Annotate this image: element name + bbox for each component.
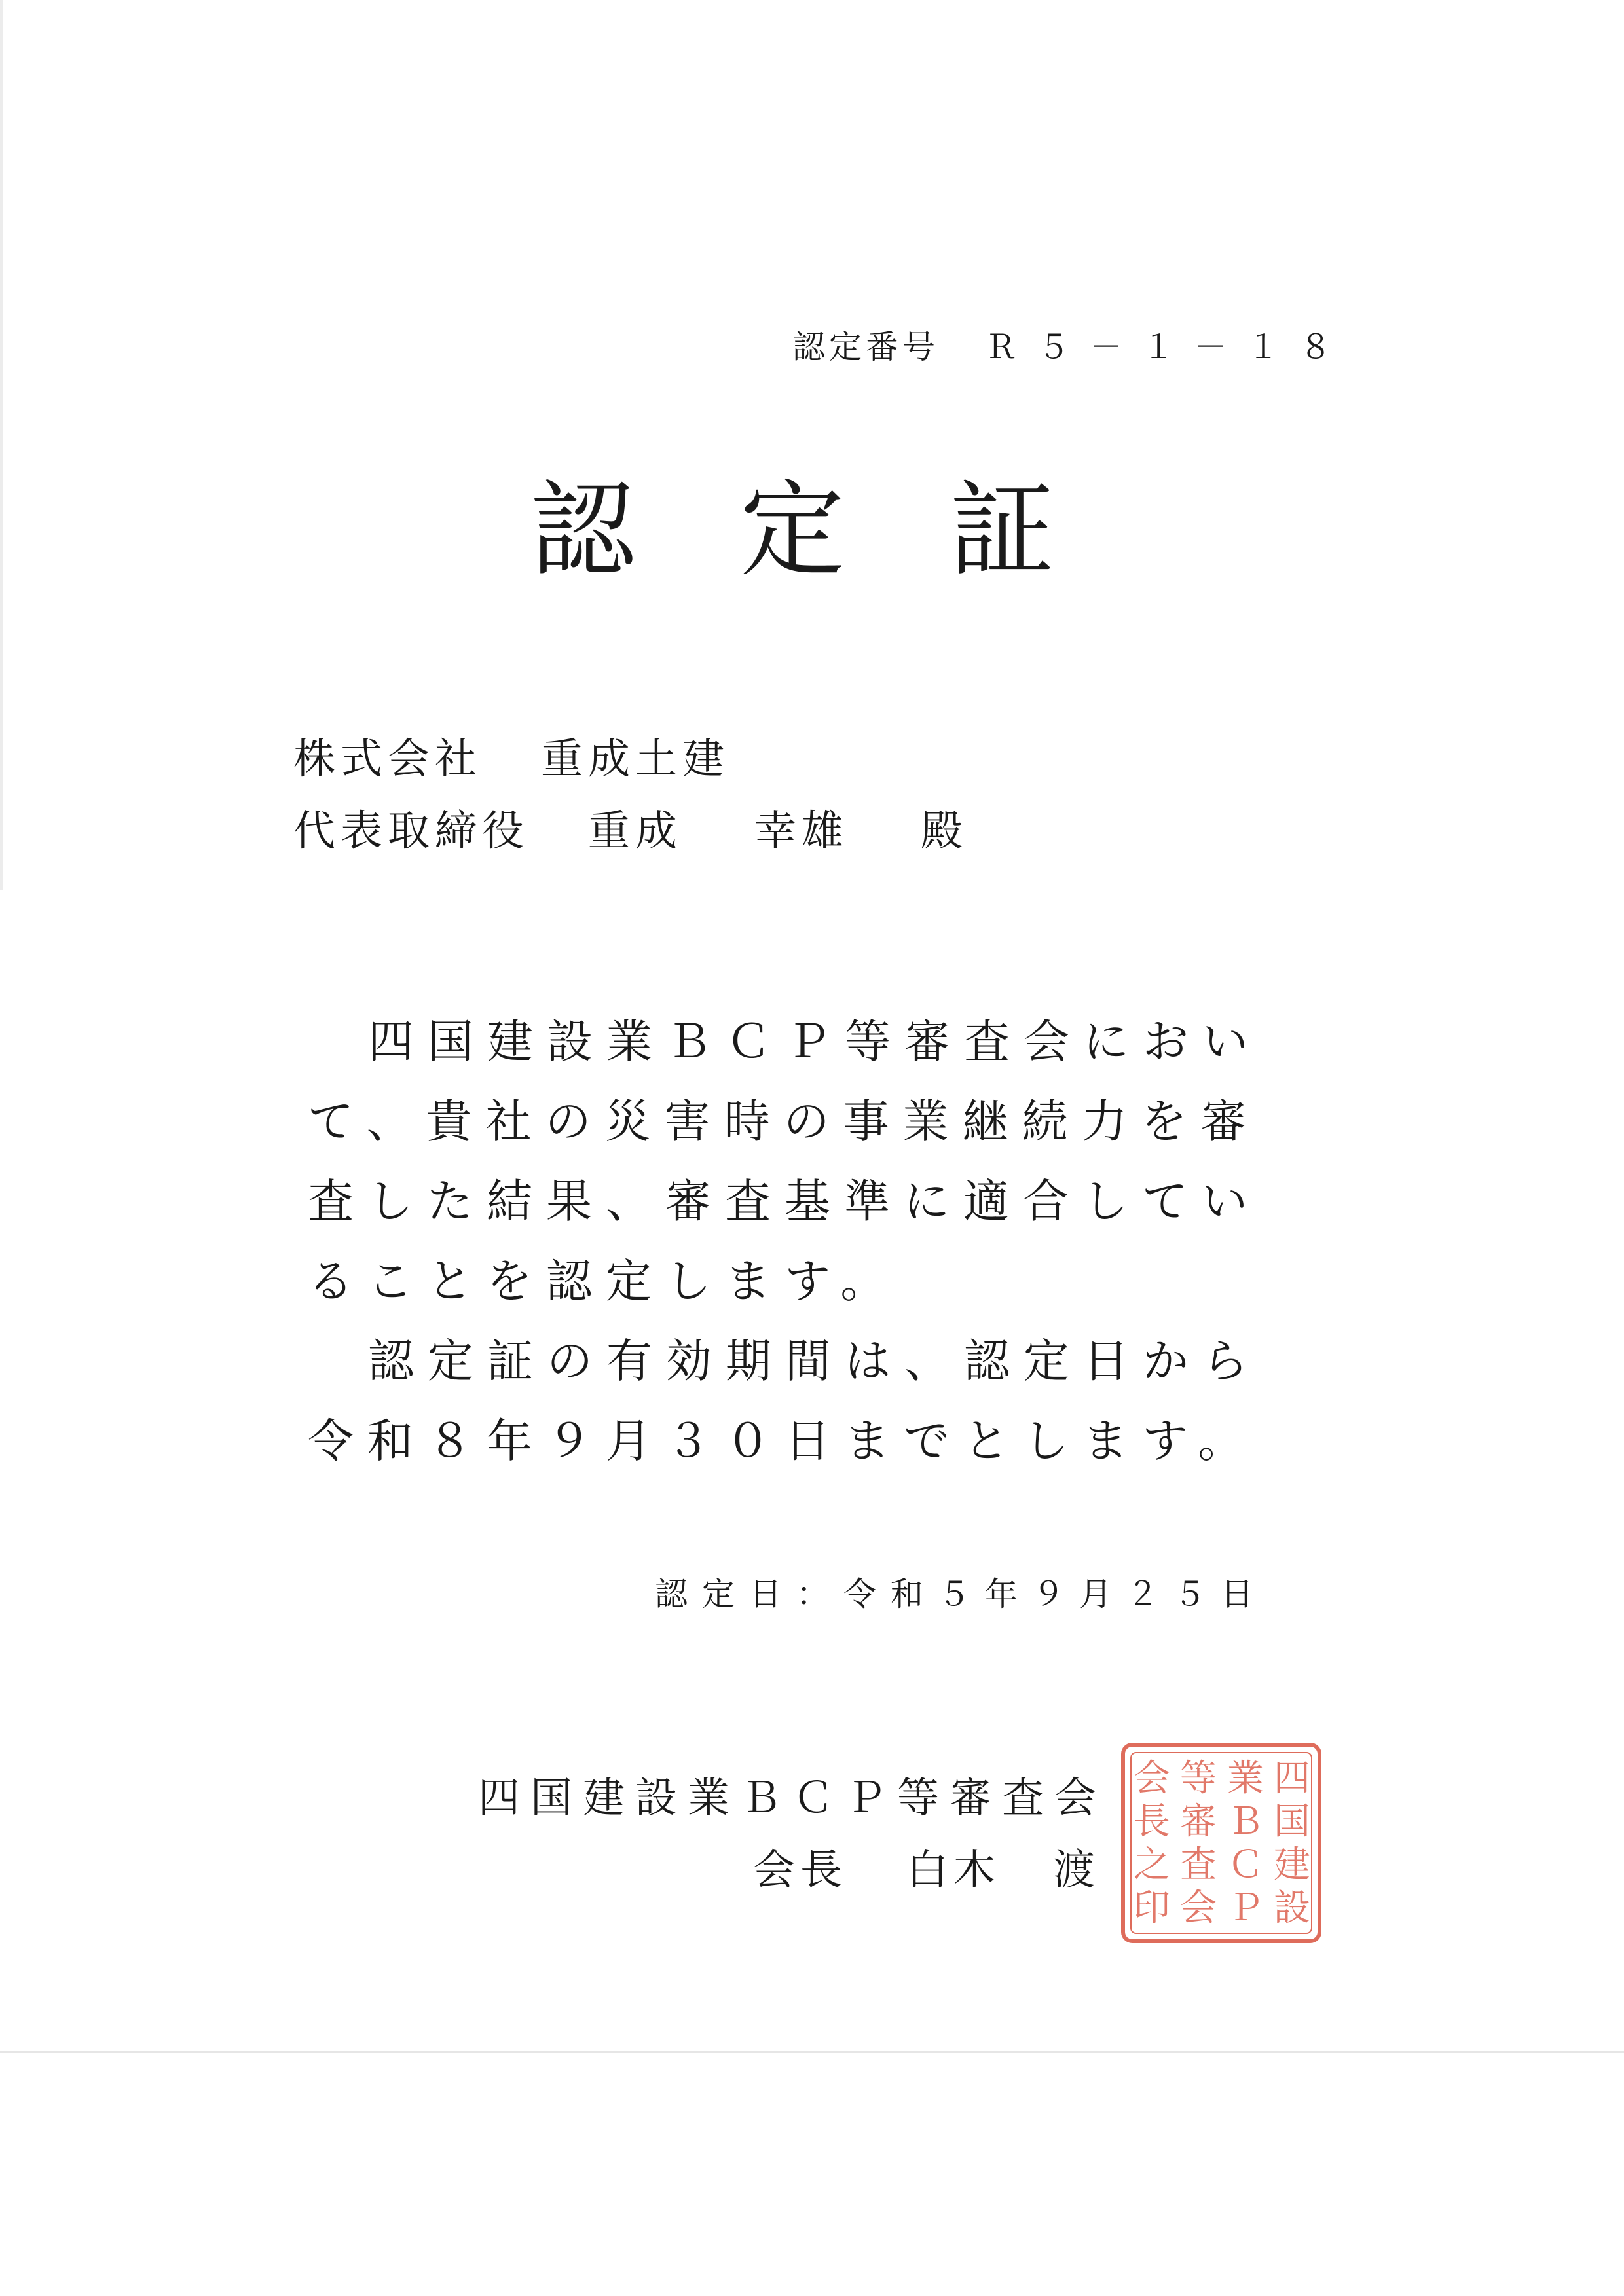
svg-text:審: 審 [1180, 1800, 1217, 1843]
person-position: 代表取締役 [293, 807, 529, 856]
svg-text:国: 国 [1274, 1800, 1310, 1843]
svg-text:Ｃ: Ｃ [1227, 1844, 1264, 1886]
issuer-title: 会長 [753, 1846, 847, 1895]
svg-text:会: 会 [1180, 1887, 1217, 1929]
svg-text:四: 四 [1274, 1757, 1310, 1800]
scan-fold-line [0, 2051, 1624, 2053]
certification-date [655, 1568, 1268, 1615]
issuer-organization: 四国建設業ＢＣＰ等審査会 [478, 1774, 1107, 1823]
addressee-company-line [293, 723, 968, 795]
certification-date-label: 認定日： [655, 1575, 843, 1613]
issuer-surname: 白木 [906, 1846, 1001, 1895]
company-name: 重成土建 [541, 735, 729, 784]
svg-text:会: 会 [1134, 1757, 1170, 1800]
issuer-name-line [753, 1836, 1100, 1897]
person-surname: 重成 [588, 807, 682, 856]
addressee-person-line [293, 795, 968, 867]
certificate-number-label: 認定番号 [792, 328, 939, 366]
certificate-body [308, 1002, 1316, 1481]
scan-edge-mark [0, 0, 3, 890]
svg-text:Ｐ: Ｐ [1227, 1887, 1264, 1929]
svg-text:業: 業 [1227, 1757, 1264, 1800]
honorific: 殿 [921, 807, 968, 856]
svg-text:長: 長 [1134, 1800, 1170, 1843]
svg-text:之: 之 [1134, 1844, 1170, 1886]
issuer-given-name: 渡 [1053, 1846, 1100, 1895]
svg-text:印: 印 [1134, 1887, 1170, 1929]
company-type: 株式会社 [293, 735, 482, 784]
official-seal-stamp [1116, 1738, 1326, 1948]
person-given-name: 幸雄 [754, 807, 849, 856]
certificate-number [792, 321, 1352, 368]
svg-text:等: 等 [1180, 1757, 1217, 1800]
svg-text:Ｂ: Ｂ [1227, 1800, 1264, 1843]
body-paragraph-1: 四国建設業ＢＣＰ等審査会において、貴社の災害時の事業継続力を審査した結果、審査基準に適合していることを認定します。 [308, 1015, 1262, 1308]
certificate-title: 認定証 [530, 469, 1160, 591]
addressee-block [293, 723, 968, 867]
svg-text:設: 設 [1274, 1887, 1310, 1929]
certification-date-value: 令和５年９月２５日 [843, 1575, 1268, 1613]
certificate-number-value: Ｒ５－１－１８ [985, 328, 1352, 366]
svg-text:建: 建 [1274, 1844, 1310, 1886]
body-paragraph-2: 認定証の有効期間は、認定日から令和８年９月３０日までとします。 [308, 1334, 1262, 1468]
svg-text:査: 査 [1180, 1844, 1217, 1886]
